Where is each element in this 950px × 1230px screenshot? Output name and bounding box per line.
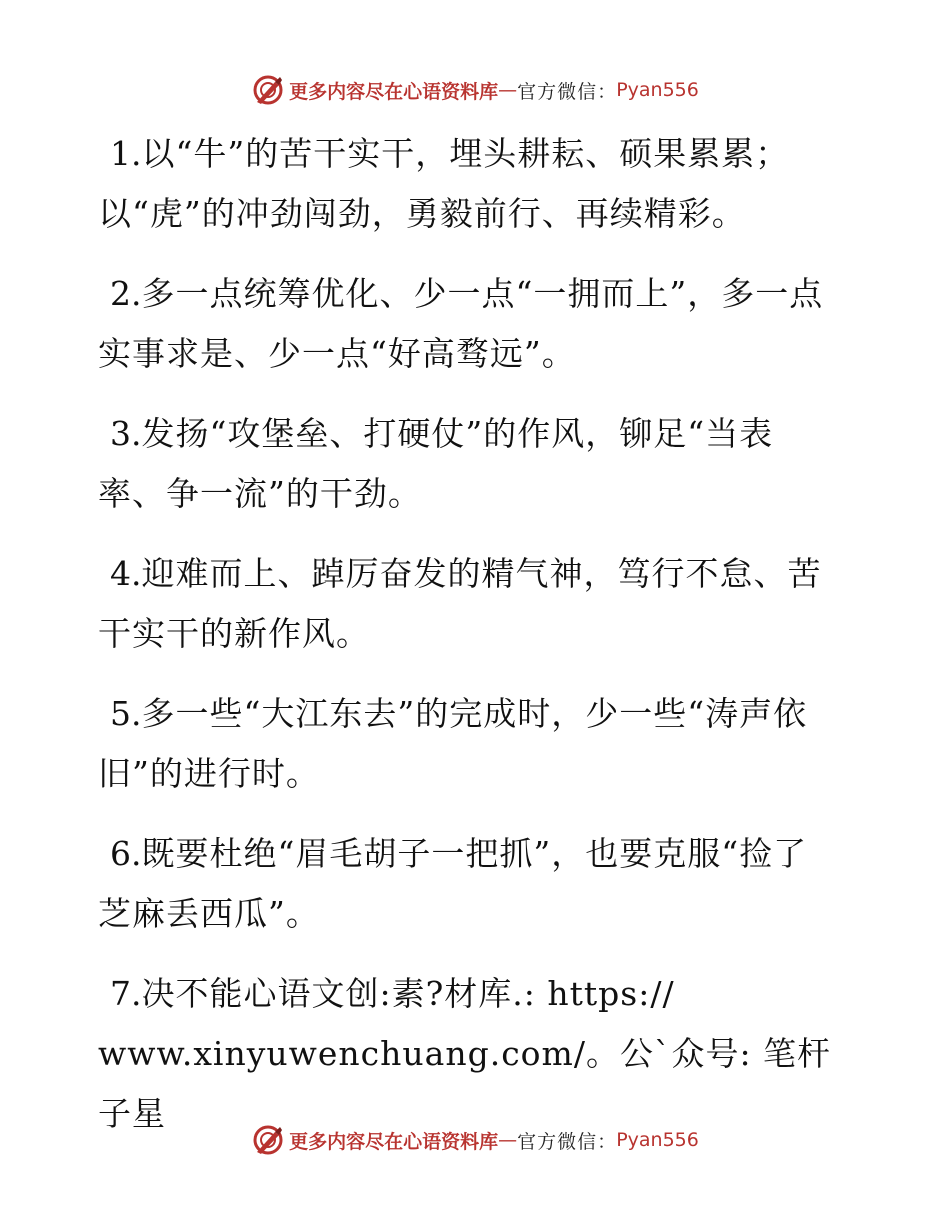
item-number: 4.: [110, 554, 142, 593]
list-item: [98, 264, 838, 384]
list-item: [98, 404, 838, 524]
item-text: 迎难而上、踔厉奋发的精气神，笃行不怠、苦干实干的新作风。: [98, 554, 822, 653]
list-item: [98, 544, 838, 664]
item-text: 多一些“大江东去”的完成时，少一些“涛声依旧”的进行时。: [98, 694, 808, 793]
item-number: 5.: [110, 694, 142, 733]
header-banner: [0, 70, 950, 110]
banner-brand-text: 更多内容尽在心语资料库: [289, 80, 499, 103]
list-item: [98, 824, 838, 944]
banner-dash: —: [498, 79, 518, 101]
document-body: [98, 124, 838, 1164]
banner-wechat-label: 官方微信: [517, 1130, 598, 1153]
item-number: 6.: [110, 834, 142, 873]
list-item: [98, 684, 838, 804]
pen-circle-logo-icon: [251, 1123, 285, 1157]
item-number: 3.: [110, 414, 142, 453]
item-text: 发扬“攻堡垒、打硬仗”的作风，铆足“当表率、争一流”的干劲。: [98, 414, 774, 513]
banner-wechat-label: 官方微信: [517, 80, 598, 103]
list-item: [98, 124, 838, 244]
item-number: 2.: [110, 274, 142, 313]
list-item: [98, 964, 838, 1144]
banner-brand-text: 更多内容尽在心语资料库: [289, 1130, 499, 1153]
banner-wechat-id: Pyan556: [616, 79, 699, 101]
item-text: 既要杜绝“眉毛胡子一把抓”，也要克服“捡了芝麻丢西瓜”。: [98, 834, 808, 933]
item-text: 以“牛”的苦干实干，埋头耕耘、硕果累累；以“虎”的冲劲闯劲，勇毅前行、再续精彩。: [98, 134, 790, 233]
item-number: 7.: [110, 974, 142, 1013]
banner-dash: —: [498, 1129, 518, 1151]
banner-colon: ：: [597, 1130, 617, 1153]
banner-wechat-id: Pyan556: [616, 1129, 699, 1151]
item-text: 决不能心语文创:素?材库.: https:// www.xinyuwenchuang.com/。公`众号: 笔杆子星: [98, 974, 832, 1133]
item-text: 多一点统筹优化、少一点“一拥而上”，多一点实事求是、少一点“好高骛远”。: [98, 274, 824, 373]
footer-banner: [0, 1120, 950, 1160]
banner-colon: ：: [597, 80, 617, 103]
item-number: 1.: [110, 134, 142, 173]
pen-circle-logo-icon: [251, 73, 285, 107]
